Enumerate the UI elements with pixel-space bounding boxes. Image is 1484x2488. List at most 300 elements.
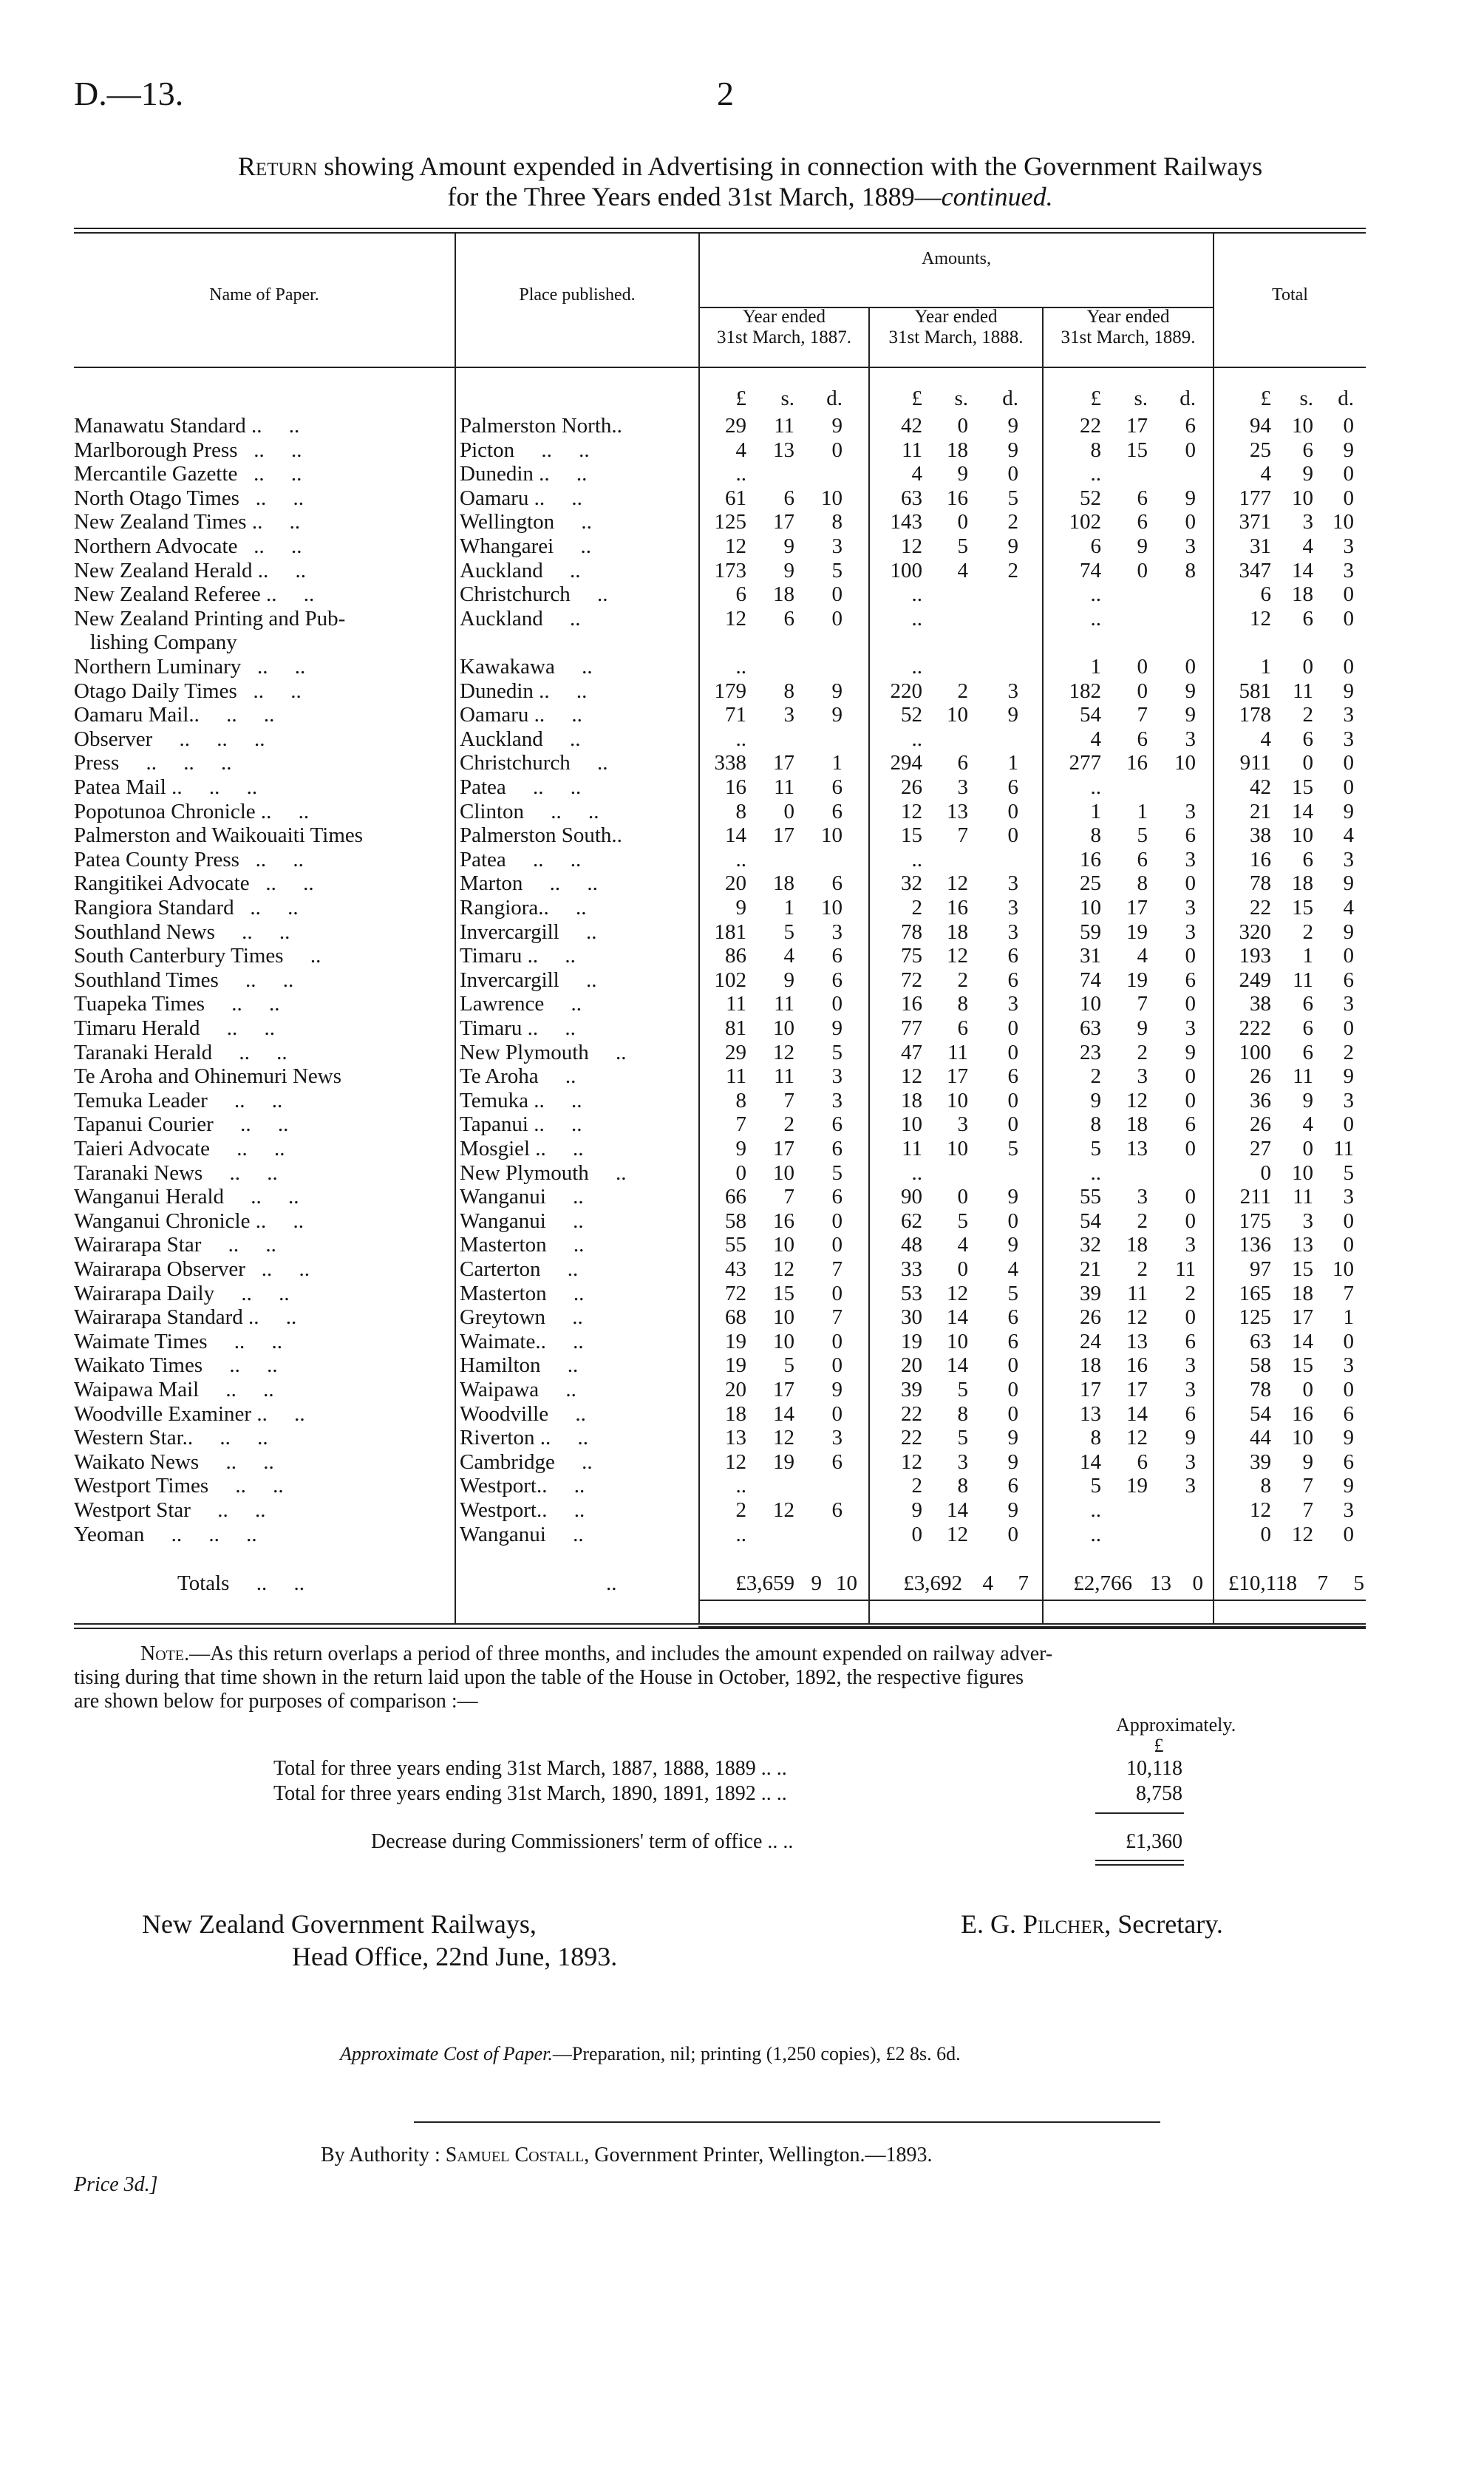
- shillings: 14: [1292, 558, 1313, 582]
- title-line-1: [74, 152, 1426, 181]
- shillings: 6: [1302, 992, 1313, 1016]
- shillings: 12: [1126, 1088, 1148, 1112]
- pounds: ..: [1090, 462, 1101, 486]
- pence: 9: [1343, 871, 1354, 896]
- shillings: 1: [1302, 944, 1313, 968]
- pence: 6: [831, 1185, 843, 1209]
- pounds: 47: [901, 1040, 922, 1064]
- pence: 0: [1343, 1016, 1354, 1040]
- pounds: 9: [1090, 1088, 1101, 1112]
- pence: 5: [1353, 1571, 1364, 1595]
- pounds: 39: [1250, 1449, 1271, 1474]
- shillings: 6: [1137, 510, 1148, 534]
- cost-italic: Approximate Cost of Paper.: [340, 2043, 553, 2064]
- pence: 6: [1343, 1449, 1354, 1474]
- shillings: 3: [957, 1449, 968, 1474]
- cost-line: [340, 2043, 961, 2065]
- pounds: 22: [1080, 414, 1101, 438]
- pence: 7: [1343, 1281, 1354, 1305]
- pounds: 8: [735, 1088, 746, 1112]
- pounds: 12: [901, 1449, 922, 1474]
- pounds: 4: [1090, 727, 1101, 751]
- pounds: ..: [911, 727, 922, 751]
- shillings: 4: [957, 1233, 968, 1257]
- shillings: 2: [957, 968, 968, 992]
- pence: 6: [1185, 1112, 1196, 1137]
- pounds: 31: [1250, 534, 1271, 558]
- pounds: 21: [1080, 1257, 1101, 1281]
- pence: 3: [1343, 534, 1354, 558]
- place-published: Christchurch ..: [460, 582, 608, 607]
- note-item-2-value: 8,758: [1136, 1782, 1182, 1805]
- pounds: 90: [901, 1185, 922, 1209]
- place-published: Wanganui ..: [460, 1522, 584, 1546]
- pence: 0: [1185, 1305, 1196, 1330]
- pence: 0: [1007, 1040, 1018, 1064]
- approx-label: Approximately.: [1116, 1714, 1236, 1736]
- shillings: 12: [773, 1426, 794, 1450]
- pounds: 63: [1080, 1016, 1101, 1040]
- shillings: 9: [1302, 462, 1313, 486]
- shillings: 10: [773, 1305, 794, 1330]
- shillings: 17: [773, 751, 794, 775]
- paper-name: Taranaki News .. ..: [74, 1160, 278, 1185]
- pence: 3: [1007, 896, 1018, 920]
- shillings: 9: [1137, 1016, 1148, 1040]
- pence: 0: [831, 438, 843, 462]
- pence: 9: [1185, 486, 1196, 510]
- col-header-paper: Name of Paper.: [209, 285, 319, 305]
- shillings: 11: [1293, 968, 1313, 992]
- shillings: 6: [1137, 1449, 1148, 1474]
- pence: 9: [1007, 1426, 1018, 1450]
- pounds: 220: [890, 679, 922, 703]
- shillings: 6: [957, 751, 968, 775]
- shillings: 9: [957, 462, 968, 486]
- pounds: 66: [725, 1185, 746, 1209]
- paper-name: South Canterbury Times ..: [74, 944, 321, 968]
- pounds: 27: [1250, 1137, 1271, 1160]
- shillings: 10: [947, 1329, 968, 1353]
- shillings: 17: [773, 1378, 794, 1401]
- paper-name: Wairarapa Daily .. ..: [74, 1281, 290, 1305]
- shillings: 0: [1302, 751, 1313, 775]
- shillings: 11: [1293, 679, 1313, 703]
- shillings: 18: [947, 920, 968, 944]
- unit-label: £: [1260, 387, 1271, 410]
- place-published: Auckland ..: [460, 558, 581, 582]
- pence: 0: [1343, 606, 1354, 631]
- paper-name: Marlborough Press .. ..: [74, 438, 302, 462]
- shillings: 6: [1302, 727, 1313, 751]
- pence: 0: [1343, 1233, 1354, 1257]
- paper-name: Wairarapa Observer .. ..: [74, 1257, 310, 1281]
- shillings: 8: [783, 679, 794, 703]
- shillings: 3: [957, 775, 968, 799]
- place-published: New Plymouth ..: [460, 1160, 627, 1185]
- pence: 0: [1007, 1016, 1018, 1040]
- pounds: ..: [1090, 1522, 1101, 1546]
- pounds: 20: [901, 1353, 922, 1378]
- shillings: 13: [1126, 1137, 1148, 1160]
- pounds: 173: [714, 558, 746, 582]
- pounds: 15: [901, 823, 922, 848]
- pence: 0: [1007, 462, 1018, 486]
- shillings: 6: [1302, 1040, 1313, 1064]
- pounds: 30: [901, 1305, 922, 1330]
- shillings: 14: [1292, 799, 1313, 823]
- pounds: 20: [725, 871, 746, 896]
- pounds: 211: [1239, 1185, 1271, 1209]
- shillings: 15: [1292, 896, 1313, 920]
- pounds: 38: [1250, 992, 1271, 1016]
- paper-name: Southland Times .. ..: [74, 968, 294, 992]
- shillings: 9: [783, 968, 794, 992]
- pence: 3: [1185, 1233, 1196, 1257]
- org-line-2: Head Office, 22nd June, 1893.: [292, 1942, 618, 1971]
- shillings: 5: [957, 534, 968, 558]
- pounds: 54: [1080, 1209, 1101, 1233]
- shillings: 14: [1292, 1329, 1313, 1353]
- pounds: 61: [725, 486, 746, 510]
- approx-unit: £: [1154, 1735, 1164, 1756]
- pounds: 12: [901, 1064, 922, 1089]
- paper-name: Mercantile Gazette .. ..: [74, 462, 302, 486]
- pence: 3: [1343, 1185, 1354, 1209]
- place-published: Patea .. ..: [460, 847, 582, 871]
- pence: 9: [1343, 438, 1354, 462]
- place-published: Whangarei ..: [460, 534, 591, 558]
- pounds: 68: [725, 1305, 746, 1330]
- col-header-year-1889: [1044, 307, 1213, 348]
- pounds: 59: [1080, 920, 1101, 944]
- pounds: 17: [1080, 1378, 1101, 1401]
- pounds: 182: [1069, 679, 1101, 703]
- pence: 3: [1343, 558, 1354, 582]
- paper-name: Patea Mail .. .. ..: [74, 775, 258, 799]
- paper-name: Waikato News .. ..: [74, 1449, 274, 1474]
- pounds: 72: [901, 968, 922, 992]
- pence: 0: [1343, 1112, 1354, 1137]
- pence: 3: [1007, 920, 1018, 944]
- col-header-year-1888: [870, 307, 1042, 348]
- pence: 11: [1175, 1257, 1196, 1281]
- pence: 5: [1007, 1281, 1018, 1305]
- pence: 0: [1343, 751, 1354, 775]
- place-published: Marton .. ..: [460, 871, 598, 896]
- pounds: 100: [890, 558, 922, 582]
- shillings: 14: [947, 1498, 968, 1522]
- pence: 3: [1185, 727, 1196, 751]
- shillings: 9: [783, 534, 794, 558]
- pounds: 16: [1080, 847, 1101, 871]
- unit-label: £: [735, 387, 746, 410]
- paper-name: Northern Advocate .. ..: [74, 534, 302, 558]
- pounds: 86: [725, 944, 746, 968]
- pounds: 8: [1090, 438, 1101, 462]
- decrease-label: Decrease during Commissioners' term of office .. ..: [371, 1830, 794, 1853]
- pounds: 20: [725, 1378, 746, 1401]
- note-line-1: [74, 1642, 1052, 1666]
- pence: 0: [1343, 582, 1354, 607]
- shillings: 7: [1302, 1498, 1313, 1522]
- paper-name: New Zealand Referee .. ..: [74, 582, 315, 607]
- decrease-value: £1,360: [1126, 1830, 1182, 1853]
- pence: 0: [831, 582, 843, 607]
- pence: 9: [1185, 1426, 1196, 1450]
- divider-place: [455, 232, 456, 1623]
- place-published: Palmerston South..: [460, 823, 622, 848]
- pounds: 10: [901, 1112, 922, 1137]
- pounds: 97: [1250, 1257, 1271, 1281]
- pounds: 8: [1090, 823, 1101, 848]
- pounds: 19: [725, 1329, 746, 1353]
- title-line2-italic: continued.: [941, 182, 1053, 211]
- shillings: 5: [957, 1378, 968, 1401]
- shillings: 2: [957, 679, 968, 703]
- pounds: 31: [1080, 944, 1101, 968]
- pounds: 63: [1250, 1329, 1271, 1353]
- pounds: 165: [1239, 1281, 1271, 1305]
- pounds: 16: [901, 992, 922, 1016]
- shillings: 18: [773, 582, 794, 607]
- shillings: 9: [811, 1571, 822, 1595]
- shillings: 12: [947, 871, 968, 896]
- pence: 0: [1343, 1378, 1354, 1401]
- pence: 0: [1343, 1522, 1354, 1546]
- shillings: 15: [773, 1281, 794, 1305]
- paper-name: Tapanui Courier .. ..: [74, 1112, 289, 1137]
- shillings: 13: [1126, 1329, 1148, 1353]
- shillings: 6: [1302, 606, 1313, 631]
- pence: 3: [831, 920, 843, 944]
- shillings: 19: [773, 1449, 794, 1474]
- pounds: 2: [735, 1498, 746, 1522]
- pounds: 14: [1080, 1449, 1101, 1474]
- place-published: Wanganui ..: [460, 1209, 584, 1233]
- pence: 0: [1343, 1209, 1354, 1233]
- shillings: 15: [1292, 1257, 1313, 1281]
- pence: 6: [1185, 1401, 1196, 1426]
- pence: 9: [831, 703, 843, 727]
- pounds: 249: [1239, 968, 1271, 992]
- pence: 0: [1185, 1185, 1196, 1209]
- pounds: 143: [890, 510, 922, 534]
- paper-name: New Zealand Printing and Pub-: [74, 606, 346, 631]
- year-1887-line1: Year ended: [742, 307, 826, 327]
- paper-name: Press .. .. ..: [74, 751, 232, 775]
- shillings: 18: [773, 871, 794, 896]
- pounds: 4: [911, 462, 922, 486]
- place-published: Wellington ..: [460, 510, 592, 534]
- pence: 0: [1007, 1353, 1018, 1378]
- pounds: 18: [1080, 1353, 1101, 1378]
- pence: 0: [831, 1209, 843, 1233]
- pounds: 338: [714, 751, 746, 775]
- pounds: 42: [901, 414, 922, 438]
- pence: 9: [1007, 1233, 1018, 1257]
- pounds: 14: [725, 823, 746, 848]
- shillings: 5: [957, 1426, 968, 1450]
- pence: 6: [1007, 944, 1018, 968]
- pounds: 193: [1239, 944, 1271, 968]
- shillings: 12: [947, 1281, 968, 1305]
- place-published: Carterton ..: [460, 1257, 579, 1281]
- pence: 0: [1007, 1401, 1018, 1426]
- pounds: 11: [726, 992, 746, 1016]
- place-published: Woodville ..: [460, 1401, 586, 1426]
- pounds: 11: [726, 1064, 746, 1089]
- pence: 0: [1007, 799, 1018, 823]
- pence: 9: [1007, 1185, 1018, 1209]
- pounds: ..: [1090, 606, 1101, 631]
- pence: 7: [1018, 1571, 1029, 1595]
- paper-name: Patea County Press .. ..: [74, 847, 304, 871]
- note-line1-text: —As this return overlaps a period of three months, and includes the amount expended on railway adver-: [189, 1642, 1053, 1665]
- pounds: 320: [1239, 920, 1271, 944]
- pence: 11: [1333, 1137, 1354, 1160]
- place-published: Waimate.. ..: [460, 1329, 584, 1353]
- paper-name: Te Aroha and Ohinemuri News: [74, 1064, 341, 1089]
- place-published: Cambridge ..: [460, 1449, 593, 1474]
- pounds: 6: [735, 582, 746, 607]
- unit-label: d.: [1338, 387, 1354, 410]
- shillings: 10: [947, 703, 968, 727]
- shillings: 15: [1292, 775, 1313, 799]
- shillings: 10: [947, 1088, 968, 1112]
- pence: 0: [1185, 655, 1196, 679]
- pounds: 8: [735, 799, 746, 823]
- pence: 5: [1007, 1137, 1018, 1160]
- pence: 5: [831, 1160, 843, 1185]
- note-sum-rule: [1095, 1812, 1184, 1814]
- shillings: 8: [957, 1474, 968, 1498]
- pence: 0: [1185, 510, 1196, 534]
- paper-name: Wanganui Chronicle .. ..: [74, 1209, 304, 1233]
- shillings: 6: [957, 1016, 968, 1040]
- pounds: 22: [901, 1426, 922, 1450]
- pence: 9: [1007, 414, 1018, 438]
- shillings: 7: [957, 823, 968, 848]
- shillings: 12: [1126, 1426, 1148, 1450]
- authority-rule: [414, 2121, 1160, 2123]
- shillings: 17: [773, 510, 794, 534]
- table-bottom-rule-2: [74, 1628, 1366, 1629]
- year-1889-line1: Year ended: [1086, 307, 1170, 327]
- paper-name: Manawatu Standard .. ..: [74, 414, 300, 438]
- pence: 6: [831, 968, 843, 992]
- col-header-total: Total: [1272, 285, 1308, 305]
- pounds: ..: [911, 655, 922, 679]
- paper-name: Rangitikei Advocate .. ..: [74, 871, 314, 896]
- pounds: 175: [1239, 1209, 1271, 1233]
- shillings: 2: [1302, 703, 1313, 727]
- title-lead: Return: [237, 152, 318, 181]
- shillings: 11: [1293, 1185, 1313, 1209]
- unit-label: s.: [954, 387, 968, 410]
- shillings: 3: [1302, 1209, 1313, 1233]
- pounds: 102: [714, 968, 746, 992]
- unit-label: s.: [1134, 387, 1148, 410]
- pence: 3: [1007, 871, 1018, 896]
- pounds: 347: [1239, 558, 1271, 582]
- shillings: 18: [1292, 582, 1313, 607]
- pence: 6: [831, 1498, 843, 1522]
- place-published: Masterton ..: [460, 1281, 585, 1305]
- shillings: 19: [1126, 968, 1148, 992]
- pounds: 5: [1090, 1474, 1101, 1498]
- shillings: 2: [1137, 1257, 1148, 1281]
- paper-name: Woodville Examiner .. ..: [74, 1401, 305, 1426]
- pounds: 102: [1069, 510, 1101, 534]
- year-1889-line2: 31st March, 1889.: [1061, 327, 1196, 347]
- shillings: 2: [1137, 1040, 1148, 1064]
- pence: 10: [821, 896, 843, 920]
- shillings: 7: [1137, 703, 1148, 727]
- pounds: 77: [901, 1016, 922, 1040]
- pence: 4: [1343, 823, 1354, 848]
- pence: 3: [1185, 847, 1196, 871]
- shillings: 9: [1137, 534, 1148, 558]
- pence: 3: [1007, 679, 1018, 703]
- pounds: 21: [1250, 799, 1271, 823]
- pence: 10: [1332, 1257, 1354, 1281]
- pounds: 7: [735, 1112, 746, 1137]
- pounds: 78: [1250, 871, 1271, 896]
- document-reference: D.—13.: [74, 75, 184, 112]
- pence: 6: [1185, 414, 1196, 438]
- pounds: 25: [1080, 871, 1101, 896]
- pence: 2: [1343, 1040, 1354, 1064]
- pounds: 1: [1260, 655, 1271, 679]
- shillings: 10: [773, 1329, 794, 1353]
- pounds: 371: [1239, 510, 1271, 534]
- pounds: ..: [911, 582, 922, 607]
- pence: 0: [1343, 655, 1354, 679]
- shillings: 11: [947, 1040, 968, 1064]
- shillings: 6: [1302, 1016, 1313, 1040]
- pence: 0: [1185, 992, 1196, 1016]
- signatory: [961, 1909, 1223, 1940]
- paper-name: Palmerston and Waikouaiti Times: [74, 823, 364, 848]
- pounds: 44: [1250, 1426, 1271, 1450]
- shillings: 7: [783, 1185, 794, 1209]
- pounds: 38: [1250, 823, 1271, 848]
- place-published: Kawakawa ..: [460, 655, 593, 679]
- shillings: 0: [957, 510, 968, 534]
- pounds: 54: [1250, 1401, 1271, 1426]
- pounds: 13: [725, 1426, 746, 1450]
- pounds: 16: [725, 775, 746, 799]
- shillings: 19: [1126, 920, 1148, 944]
- pence: 4: [1007, 1257, 1018, 1281]
- pence: 9: [831, 1378, 843, 1401]
- pence: 3: [1185, 920, 1196, 944]
- pounds: 32: [901, 871, 922, 896]
- pence: 3: [1185, 1449, 1196, 1474]
- shillings: 18: [1126, 1112, 1148, 1137]
- pence: 9: [1007, 534, 1018, 558]
- shillings: 10: [1292, 1426, 1313, 1450]
- pence: 3: [1185, 1378, 1196, 1401]
- pence: 0: [831, 1401, 843, 1426]
- shillings: 13: [773, 438, 794, 462]
- shillings: 0: [1302, 1378, 1313, 1401]
- shillings: 2: [1302, 920, 1313, 944]
- pounds: ..: [735, 462, 746, 486]
- note-item-1-label: Total for three years ending 31st March, 1887, 1888, 1889 .. ..: [273, 1757, 787, 1780]
- note-item-2-label: Total for three years ending 31st March, 1890, 1891, 1892 .. ..: [273, 1782, 787, 1805]
